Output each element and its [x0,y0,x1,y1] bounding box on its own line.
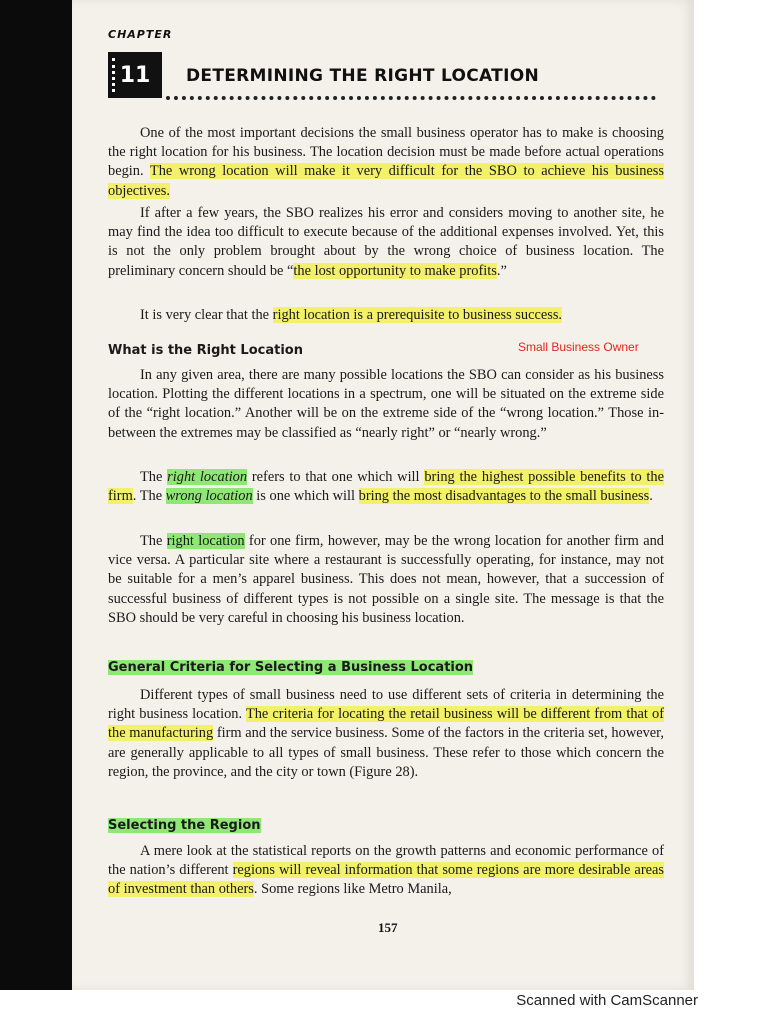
highlight: bring the highest possible benefits to the firm [108,469,664,505]
camscanner-watermark: Scanned with CamScanner [516,992,698,1009]
paragraph-1: One of the most important decisions the small business operator has to make is choosing the right location for his business. The location decision must be made before actual operations begin. The wrong location will make it very difficult for the SBO to achieve his business objectives. [108,125,664,199]
chapter-dots-decoration [112,58,118,92]
highlight-green: right location [166,533,245,549]
highlight: regions will reveal information that some regions are more desirable areas of investment than others [108,862,664,898]
book-page [72,0,694,990]
highlight: The wrong location will make it very difficult for the SBO to achieve his business objectives. [108,163,664,199]
chapter-title: DETERMINING THE RIGHT LOCATION [186,66,539,86]
title-dotted-rule [166,96,656,100]
chapter-number-box [108,52,162,98]
chapter-number: 11 [119,62,151,88]
section-heading-right-location: What is the Right Location [108,343,303,358]
paragraph-2: If after a few years, the SBO realizes his error and considers moving to another site, he may find the idea too difficult to execute because of the additional expenses involved. Yet, this is not the only problem brought about by the wrong choice of business location. The preliminary concern should be “the lost opportunity to make profits.” [108,205,664,279]
highlight: The criteria for locating the retail business will be different from that of the manufacturing [108,706,665,742]
section-heading-general-criteria: General Criteria for Selecting a Business Location [108,660,474,675]
page-number: 157 [378,920,398,935]
section-heading-selecting-region: Selecting the Region [108,818,261,833]
paragraph-6: The right location for one firm, however, may be the wrong location for another firm and vice versa. A particular site where a restaurant is successfully operating, for instance, may not be suitable for a men’s apparel business. This does not mean, however, that a succession of successful business of different types is not possible on a single site. The message is that the SBO should be very careful in choosing his business location. [108,533,664,626]
highlight: the lost opportunity to make profits [293,262,497,279]
scan-left-edge [0,0,72,990]
highlight: right location is a prerequisite to business success. [272,307,563,323]
paragraph-7: Different types of small business need to use different sets of criteria in determining the right business location. The criteria for locating the retail business will be different from that of the manufacturing firm and the service business. Some of the factors in the criteria set, however, are generally applicable to all types of small business. These refer to those which concern the region, the province, and the city or town (Figure 28). [108,687,665,780]
chapter-label: CHAPTER [108,28,173,41]
highlight-green: wrong location [165,488,253,505]
highlight-green: right location [167,469,248,485]
highlight: bring the most disadvantages to the small business [358,488,650,505]
paragraph-3: It is very clear that the right location is a prerequisite to business success. [140,307,563,323]
paragraph-8: A mere look at the statistical reports on the growth patterns and economic performance of the nation’s different regions will reveal information that some regions are more desirable areas of investment than others. Some regions like Metro Manila, [108,843,664,898]
handwritten-annotation: Small Business Owner [518,340,639,354]
paragraph-4: In any given area, there are many possible locations the SBO can consider as his business location. Plotting the different locations in a spectrum, one will be situated on the extreme side of the “right location.” Another will be on the extreme side of the “wrong location.” Those in-between the extremes may be classified as “nearly right” or “nearly wrong.” [108,367,664,441]
paragraph-5: The right location refers to that one which will bring the highest possible benefits to the firm. The wrong location is one which will bring the most disadvantages to the small business. [108,469,664,505]
